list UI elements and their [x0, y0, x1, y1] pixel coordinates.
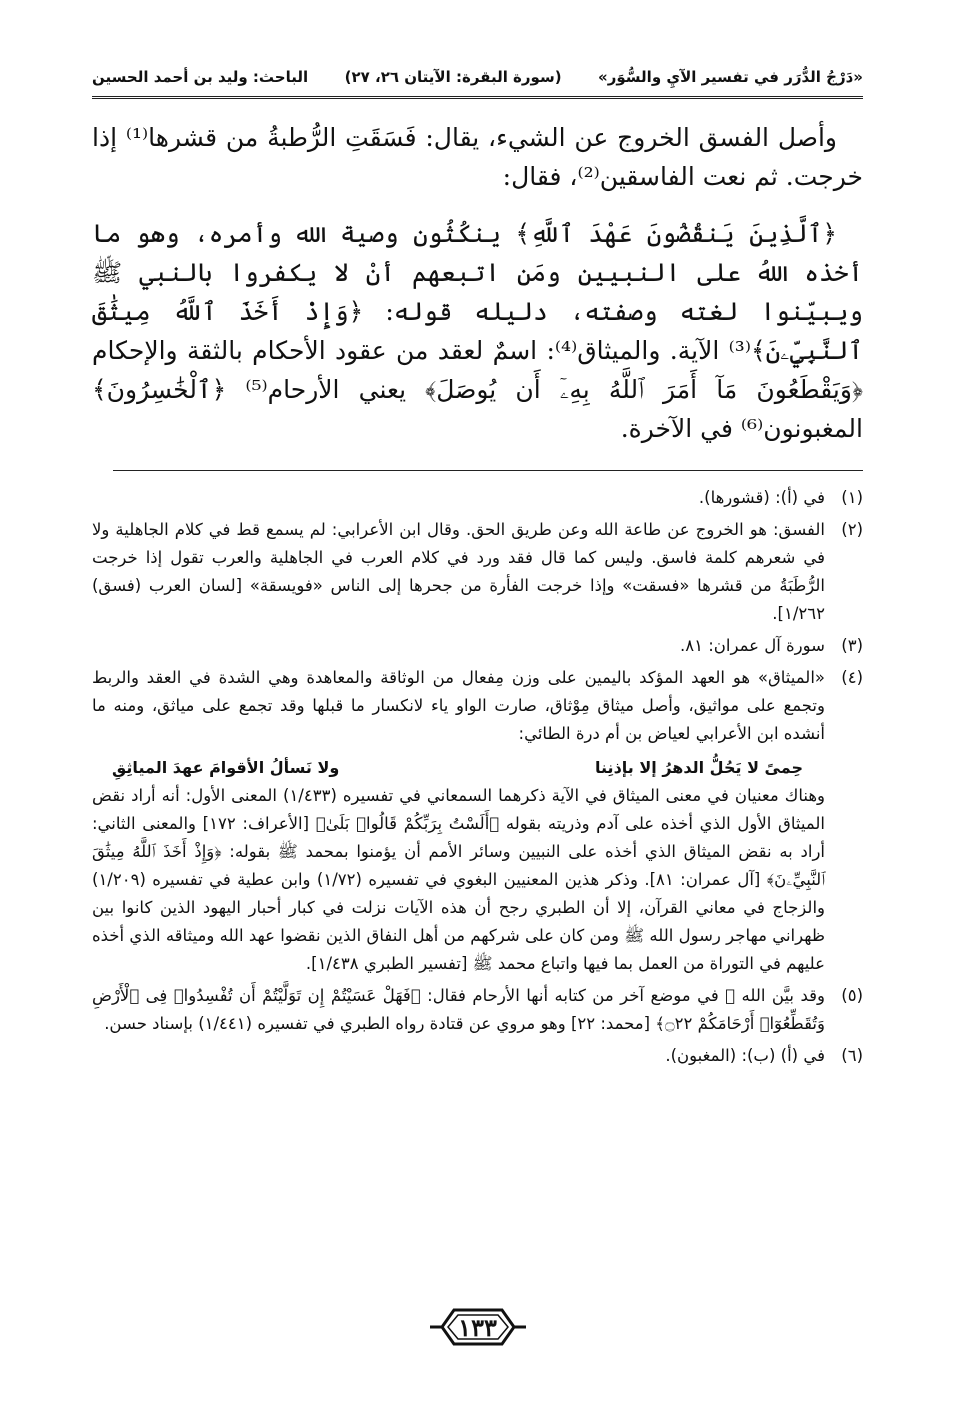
page-number-ornament — [428, 1304, 528, 1350]
poetry-verse — [92, 752, 863, 782]
footnote-text: «الميثاق» هو العهد المؤكد باليمين على وزن مِفعال من الوثاقة والمعاهدة وهي الشدة في العقد والربط وتجمع على مواثيق، وأصل ميثاق مِوْثاق، صارت الواو ياء لانكسار ما قبلها وقد تجمع على مياثق، ومنه ما أنشده ابن الأعرابي لعياض بن أم درة الطائي: — [92, 668, 825, 743]
footnote-number: (٦) — [841, 1046, 863, 1065]
footnote-number: (١) — [841, 488, 863, 507]
footnote-1 — [92, 484, 863, 512]
footnote-text: وهناك معنيان في معنى الميثاق في الآية ذكرهما السمعاني في تفسيره (١/٤٣٣) المعنى الأول: أنه أراد نقض الميثاق الأول الذي أخذه على آدم وذريته بقوله ﴿أَلَسْتُ بِرَبِّكُمْ قَالُوا۟ بَلَىٰ﴾ [الأعراف: ١٧٢] والمعنى الثاني: أراد به نقض الميثاق الذي أخذه على النبيين وسائر الأمم أن يؤمنوا بمحمد ﷺ بقوله: ﴿وَإِذْ أَخَذَ ٱللَّهُ مِيثَٰقَ ٱلنَّبِيِّۦنَ﴾ [آل عمران: ٨١]. وذكر هذين المعنيين البغوي في تفسيره (١/٧٢) وابن عطية في تفسيره (١/٢٠٩) والزجاج في معاني القرآن، إلا أن الطبري رجح أن هذه الآيات نزلت في كبار أحبار اليهود الذين كانوا بين ظهراني مهاجر رسول الله ﷺ ومن كان على شركهم من أهل النفاق الذين نقضوا عهد الله وميثاقه الذي أخذه عليهم في التوراة من العمل بما فيها واتباع محمد ﷺ [تفسير الطبري ١/٤٣٨]. — [92, 786, 825, 973]
book-title: «دَرْجُ الدُّرَر في تفسير الآيِ والسُّوَر» — [598, 68, 863, 86]
footnote-text: سورة آل عمران: ٨١. — [679, 636, 825, 655]
paragraph-2: ﴿ٱلَّذِينَ يَنقُضُونَ عَهْدَ ٱللَّهِ﴾ ينكُثُون وصية الله وأمره، وهو ما أخذه اللهُ على النبيين ومَن اتبعهم أنْ لا يكفروا بالنبي ﷺ ويبيّنوا لغته وصفته، دليله قوله: ﴿وَإِذْ أَخَذَ ٱللَّهُ مِيثَٰقَ ٱلنَّبِيِّۦنَ﴾⁽³⁾ الآية. والميثاق⁽⁴⁾: اسمٌ لعقد من عقود الأحكام بالثقة والإحكام ﴿وَيَقْطَعُونَ مَآ أَمَرَ ٱللَّهُ بِهِۦٓ أَن يُوصَلَ﴾ يعني الأرحام⁽⁵⁾ ﴿ٱلْخَٰسِرُونَ﴾ المغبونون⁽⁶⁾ في الآخرة. — [92, 219, 863, 443]
footnote-5 — [92, 982, 863, 1038]
main-text — [92, 118, 863, 466]
paragraph-1: وأصل الفسق الخروج عن الشيء، يقال: فَسَقَتِ الرُّطبةُ من قشرها⁽¹⁾ إذا خرجت. ثم نعت الفاسقين⁽²⁾، فقال: — [92, 123, 863, 191]
footnote-6 — [92, 1042, 863, 1070]
footnote-number — [825, 782, 863, 978]
footnote-separator — [113, 470, 863, 471]
footnote-number: (٤) — [841, 668, 863, 687]
verse-hemistich-2: ولا نَسألُ الأقوامَ عهدَ المياثِقِ — [112, 758, 340, 777]
footnote-text: وقد بيَّن الله ﷻ في موضع آخر من كتابه أنها الأرحام فقال: ﴿فَهَلْ عَسَيْتُمْ إِن تَوَلَّيْتُمْ أَن تُفْسِدُوا۟ فِى ٱلْأَرْضِ وَتُقَطِّعُوٓا۟ أَرْحَامَكُمْ ۝٢٢﴾ [محمد: ٢٢] وهو مروي عن قتادة رواه الطبري في تفسيره (١/٤٤١) بإسناد حسن. — [92, 986, 825, 1033]
surah-reference: (سورة البقرة: الآيتان ٢٦، ٢٧) — [344, 68, 562, 86]
footnotes — [92, 484, 863, 1074]
page-number: ١٣٣ — [458, 1312, 497, 1342]
footnote-number: (٢) — [841, 520, 863, 539]
footnote-4 — [92, 664, 863, 748]
footnote-text: في (أ): (قشورها). — [698, 488, 825, 507]
footnote-number: (٣) — [841, 636, 863, 655]
researcher-name: الباحث: وليد بن أحمد الحسين — [92, 68, 309, 86]
footnote-4-continued — [92, 782, 863, 978]
footnote-number: (٥) — [841, 986, 863, 1005]
verse-hemistich-1: حِمىً لا يَحُلُّ الدهرُ إلا بإذنِنا — [595, 758, 803, 777]
footnote-text: الفسق: هو الخروج عن طاعة الله وعن طريق الحق. وقال ابن الأعرابي: لم يسمع قط في كلام الجاهلية ولا في شعرهم كلمة فاسق. وليس كما قال فقد ورد في كلام العرب في الجاهلية والعرب تقول إذا خرجت الرُّطَبَةُ من قشرها «فسقت» وإذا خرجت الفأرة من جحرها إلى الناس «فويسقة» [لسان العرب (فسق) ١/٢٦٢]. — [92, 520, 825, 623]
footnote-2 — [92, 516, 863, 628]
footnote-text: في (أ) (ب): (المغبون). — [665, 1046, 825, 1065]
page-header — [92, 62, 863, 99]
footnote-3 — [92, 632, 863, 660]
